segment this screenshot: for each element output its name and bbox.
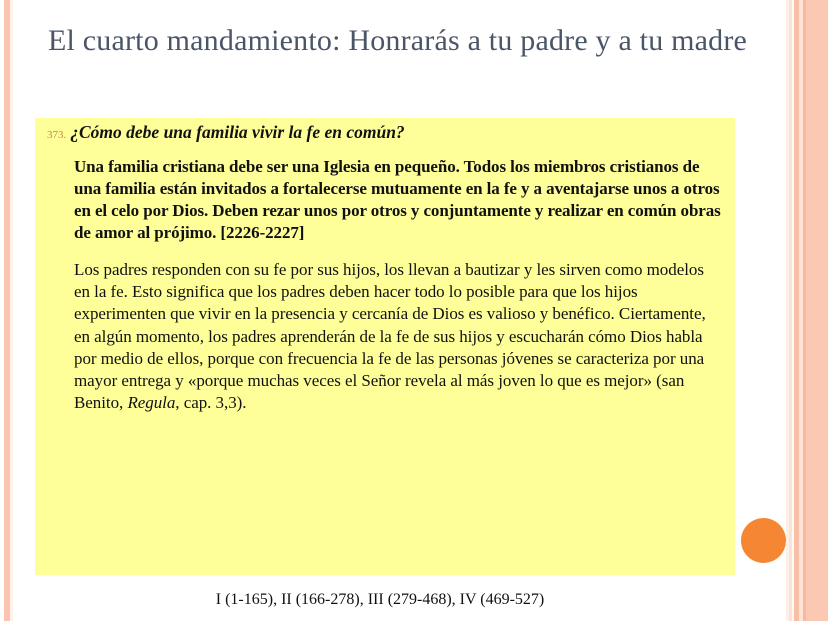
answer-paragraph: Una familia cristiana debe ser una Iglesia en pequeño. Todos los miembros cristianos de una familia están invitados a fortalecerse mutuamente en la fe y a aventajarse unos a otros en el celo por Dios. Deben rezar unos por otros y conjuntamente y realizar en común obras de amor al prójimo. [2226-2227]	[74, 156, 721, 243]
commentary-text-part2: , cap. 3,3).	[175, 392, 247, 412]
question-number: 373.	[47, 129, 67, 141]
footer-reference: I (1-165), II (166-278), III (279-468), IV (469-527)	[215, 591, 545, 608]
question-line	[47, 122, 723, 144]
content-panel	[35, 118, 735, 575]
commentary-paragraph	[47, 259, 723, 414]
question-text: ¿Cómo debe una familia vivir la fe en común?	[70, 122, 405, 142]
accent-circle-icon	[741, 518, 786, 563]
commentary-text-part1: Los padres responden con su fe por sus hijos, los llevan a bautizar y les sirven como modelos en la fe. Esto significa que los padres deben hacer todo lo posible para que los hijos experimenten que vivir en la presencia y cercanía de Dios es valioso y benéfico. Ciertamente, en algún momento, los padres aprenderán de la fe de sus hijos y escucharán cómo Dios habla por medio de ellos, porque con frecuencia la fe de las personas jóvenes se caracteriza por una mayor entrega y «porque muchas veces el Señor revela al más joven lo que es mejor» (san Benito,	[74, 260, 706, 412]
commentary-source-title: Regula	[127, 392, 176, 412]
right-edge-stripe-7	[806, 0, 828, 621]
page-title: El cuarto mandamiento: Honrarás a tu padre y a tu madre	[48, 24, 748, 57]
left-edge-stripe-cream	[10, 0, 13, 621]
